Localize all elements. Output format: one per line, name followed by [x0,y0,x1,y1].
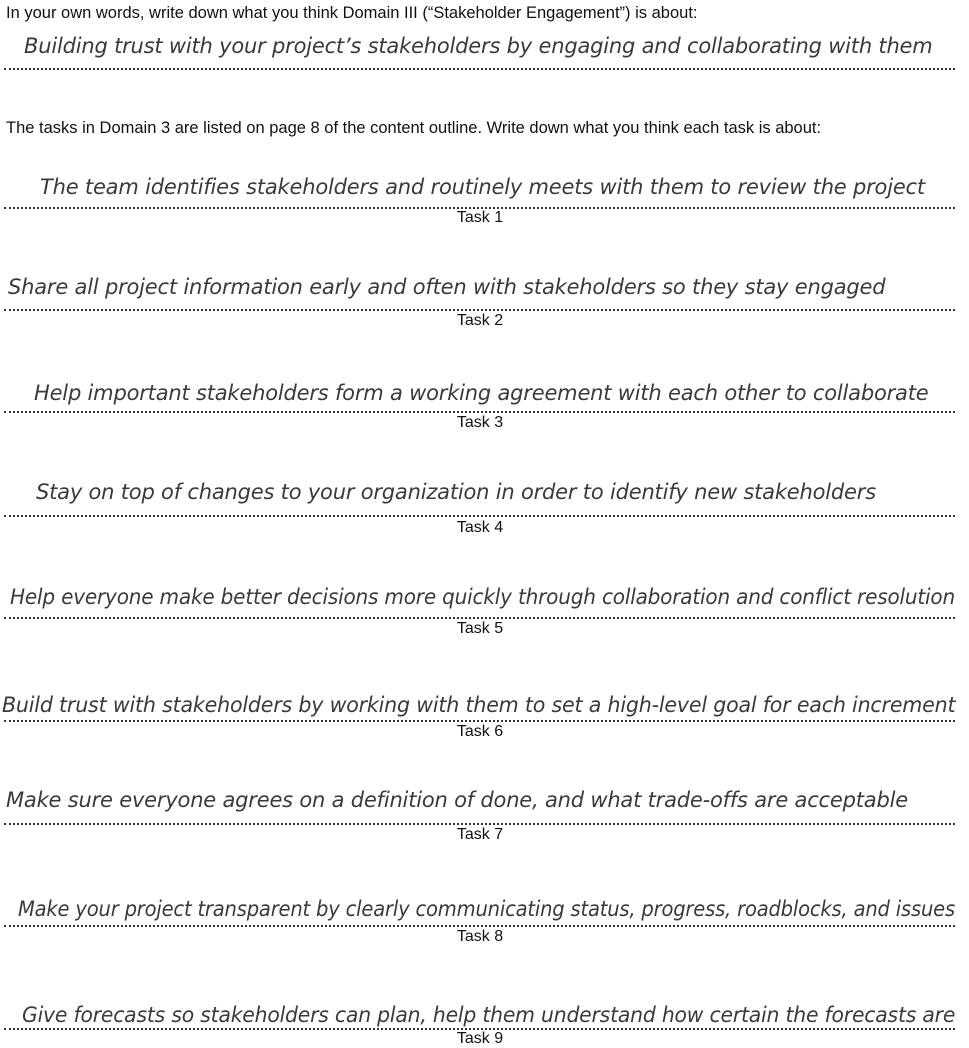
task-answer-line [4,720,955,722]
task-answer: Share all project information early and often with stakeholders so they stay engaged [8,275,886,299]
tasks-intro-prompt: The tasks in Domain 3 are listed on page 8 of the content outline. Write down what you think each task is about: [6,119,822,137]
task-label: Task 8 [456,928,504,945]
task-label: Task 5 [456,620,504,637]
task-answer: Give forecasts so stakeholders can plan, help them understand how certain the forecasts are [22,1003,956,1027]
task-answer: Build trust with stakeholders by working with them to set a high-level goal for each increment [2,693,956,717]
task-answer: Make sure everyone agrees on a definition of done, and what trade-offs are acceptable [6,788,908,812]
task-answer: Help everyone make better decisions more quickly through collaboration and conflict resolution [10,585,956,609]
task-answer-line [4,617,955,619]
domain-answer: Building trust with your project’s stakeholders by engaging and collaborating with them [24,34,933,58]
task-answer-line [4,309,955,311]
task-label: Task 1 [456,209,504,226]
task-label: Task 7 [456,826,504,843]
domain-question-prompt: In your own words, write down what you think Domain III (“Stakeholder Engagement”) is about: [6,4,698,22]
task-label: Task 3 [456,414,504,431]
task-label: Task 4 [456,519,504,536]
task-answer: The team identifies stakeholders and routinely meets with them to review the project [40,175,925,199]
task-answer: Help important stakeholders form a working agreement with each other to collaborate [34,381,929,405]
task-answer-line [4,411,955,413]
task-label: Task 6 [456,723,504,740]
task-answer-line [4,823,955,825]
domain-answer-line [4,68,955,70]
task-answer: Stay on top of changes to your organization in order to identify new stakeholders [36,480,876,504]
task-answer: Make your project transparent by clearly communicating status, progress, roadblocks, and issues [18,897,955,921]
task-answer-line [4,925,955,927]
task-label: Task 2 [456,312,504,329]
task-label: Task 9 [456,1030,504,1047]
task-answer-line [4,515,955,517]
